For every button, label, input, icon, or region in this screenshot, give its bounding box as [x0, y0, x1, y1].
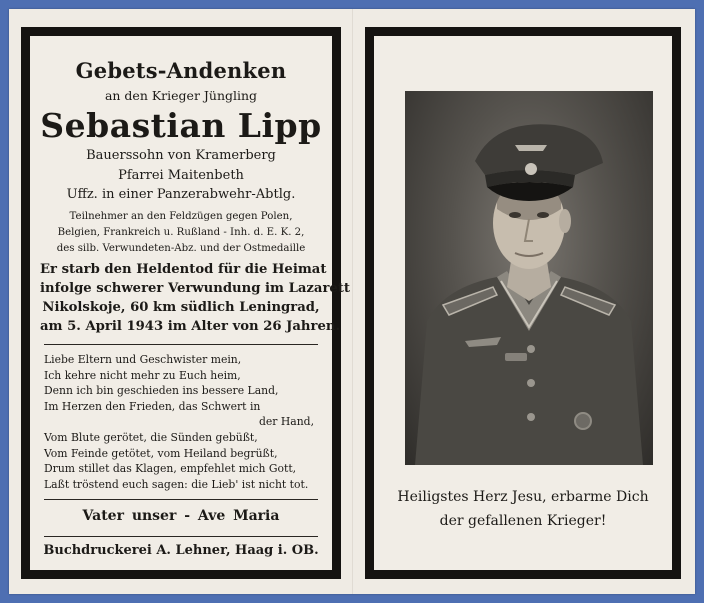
poem-line: Laßt tröstend euch sagen: die Lieb' ist nicht tot. — [44, 477, 309, 491]
poem-line: Ich kehre nicht mehr zu Euch heim, — [44, 368, 241, 382]
poem-line: Denn ich bin geschieden ins bessere Land, — [44, 384, 279, 398]
poem-line: der Hand, — [258, 415, 314, 429]
poem — [44, 352, 318, 492]
campaign-line: des silb. Verwundeten-Abz. und der Ostmedaille — [56, 243, 306, 254]
caption-line-1: Heiligstes Herz Jesu, erbarme Dich — [397, 489, 649, 505]
poem-line: Liebe Eltern und Geschwister mein, — [44, 353, 242, 366]
death-notice-line: Er starb den Heldentod für die Heimat — [40, 262, 327, 277]
death-notice-line: Nikolskoje, 60 km südlich Leningrad, — [42, 300, 320, 315]
divider — [44, 536, 318, 537]
campaign-line: Belgien, Frankreich u. Rußland - Inh. d. E. K. 2, — [57, 227, 305, 238]
card-fold — [352, 9, 354, 594]
divider — [44, 499, 318, 500]
printer-credit: Buchdruckerei A. Lehner, Haag i. OB. — [43, 543, 319, 558]
left-panel — [21, 27, 350, 579]
poem-line: Vom Blute gerötet, die Sünden gebüßt, — [44, 430, 258, 444]
soldier-portrait-illustration — [405, 91, 653, 465]
prayer-line: Vater unser - Ave Maria — [82, 508, 280, 524]
divider — [44, 344, 318, 345]
campaign-line: Teilnehmer an den Feldzügen gegen Polen, — [69, 211, 293, 222]
right-panel — [365, 27, 681, 579]
military-rank: Uffz. in einer Panzerabwehr-Abtlg. — [66, 187, 296, 202]
card-subheading: an den Krieger Jüngling — [104, 88, 258, 103]
poem-line: Vom Feinde getötet, vom Heiland begrüßt, — [44, 446, 278, 460]
poem-line: Drum stillet das Klagen, empfehlet mich Gott, — [44, 462, 297, 476]
death-notice-line: am 5. April 1943 im Alter von 26 Jahren. — [40, 319, 341, 334]
death-notice-line: infolge schwerer Verwundung im Lazarett — [40, 281, 350, 296]
deceased-name: Sebastian Lipp — [40, 106, 322, 145]
card-heading: Gebets-Andenken — [75, 58, 287, 83]
poem-line: Im Herzen den Frieden, das Schwert in — [44, 399, 261, 413]
caption-line-2: der gefallenen Krieger! — [439, 513, 607, 529]
memorial-card — [9, 9, 695, 594]
origin-line-1: Bauerssohn von Kramerberg — [86, 148, 276, 163]
origin-line-2: Pfarrei Maitenbeth — [118, 168, 244, 183]
portrait-photo — [405, 91, 653, 465]
